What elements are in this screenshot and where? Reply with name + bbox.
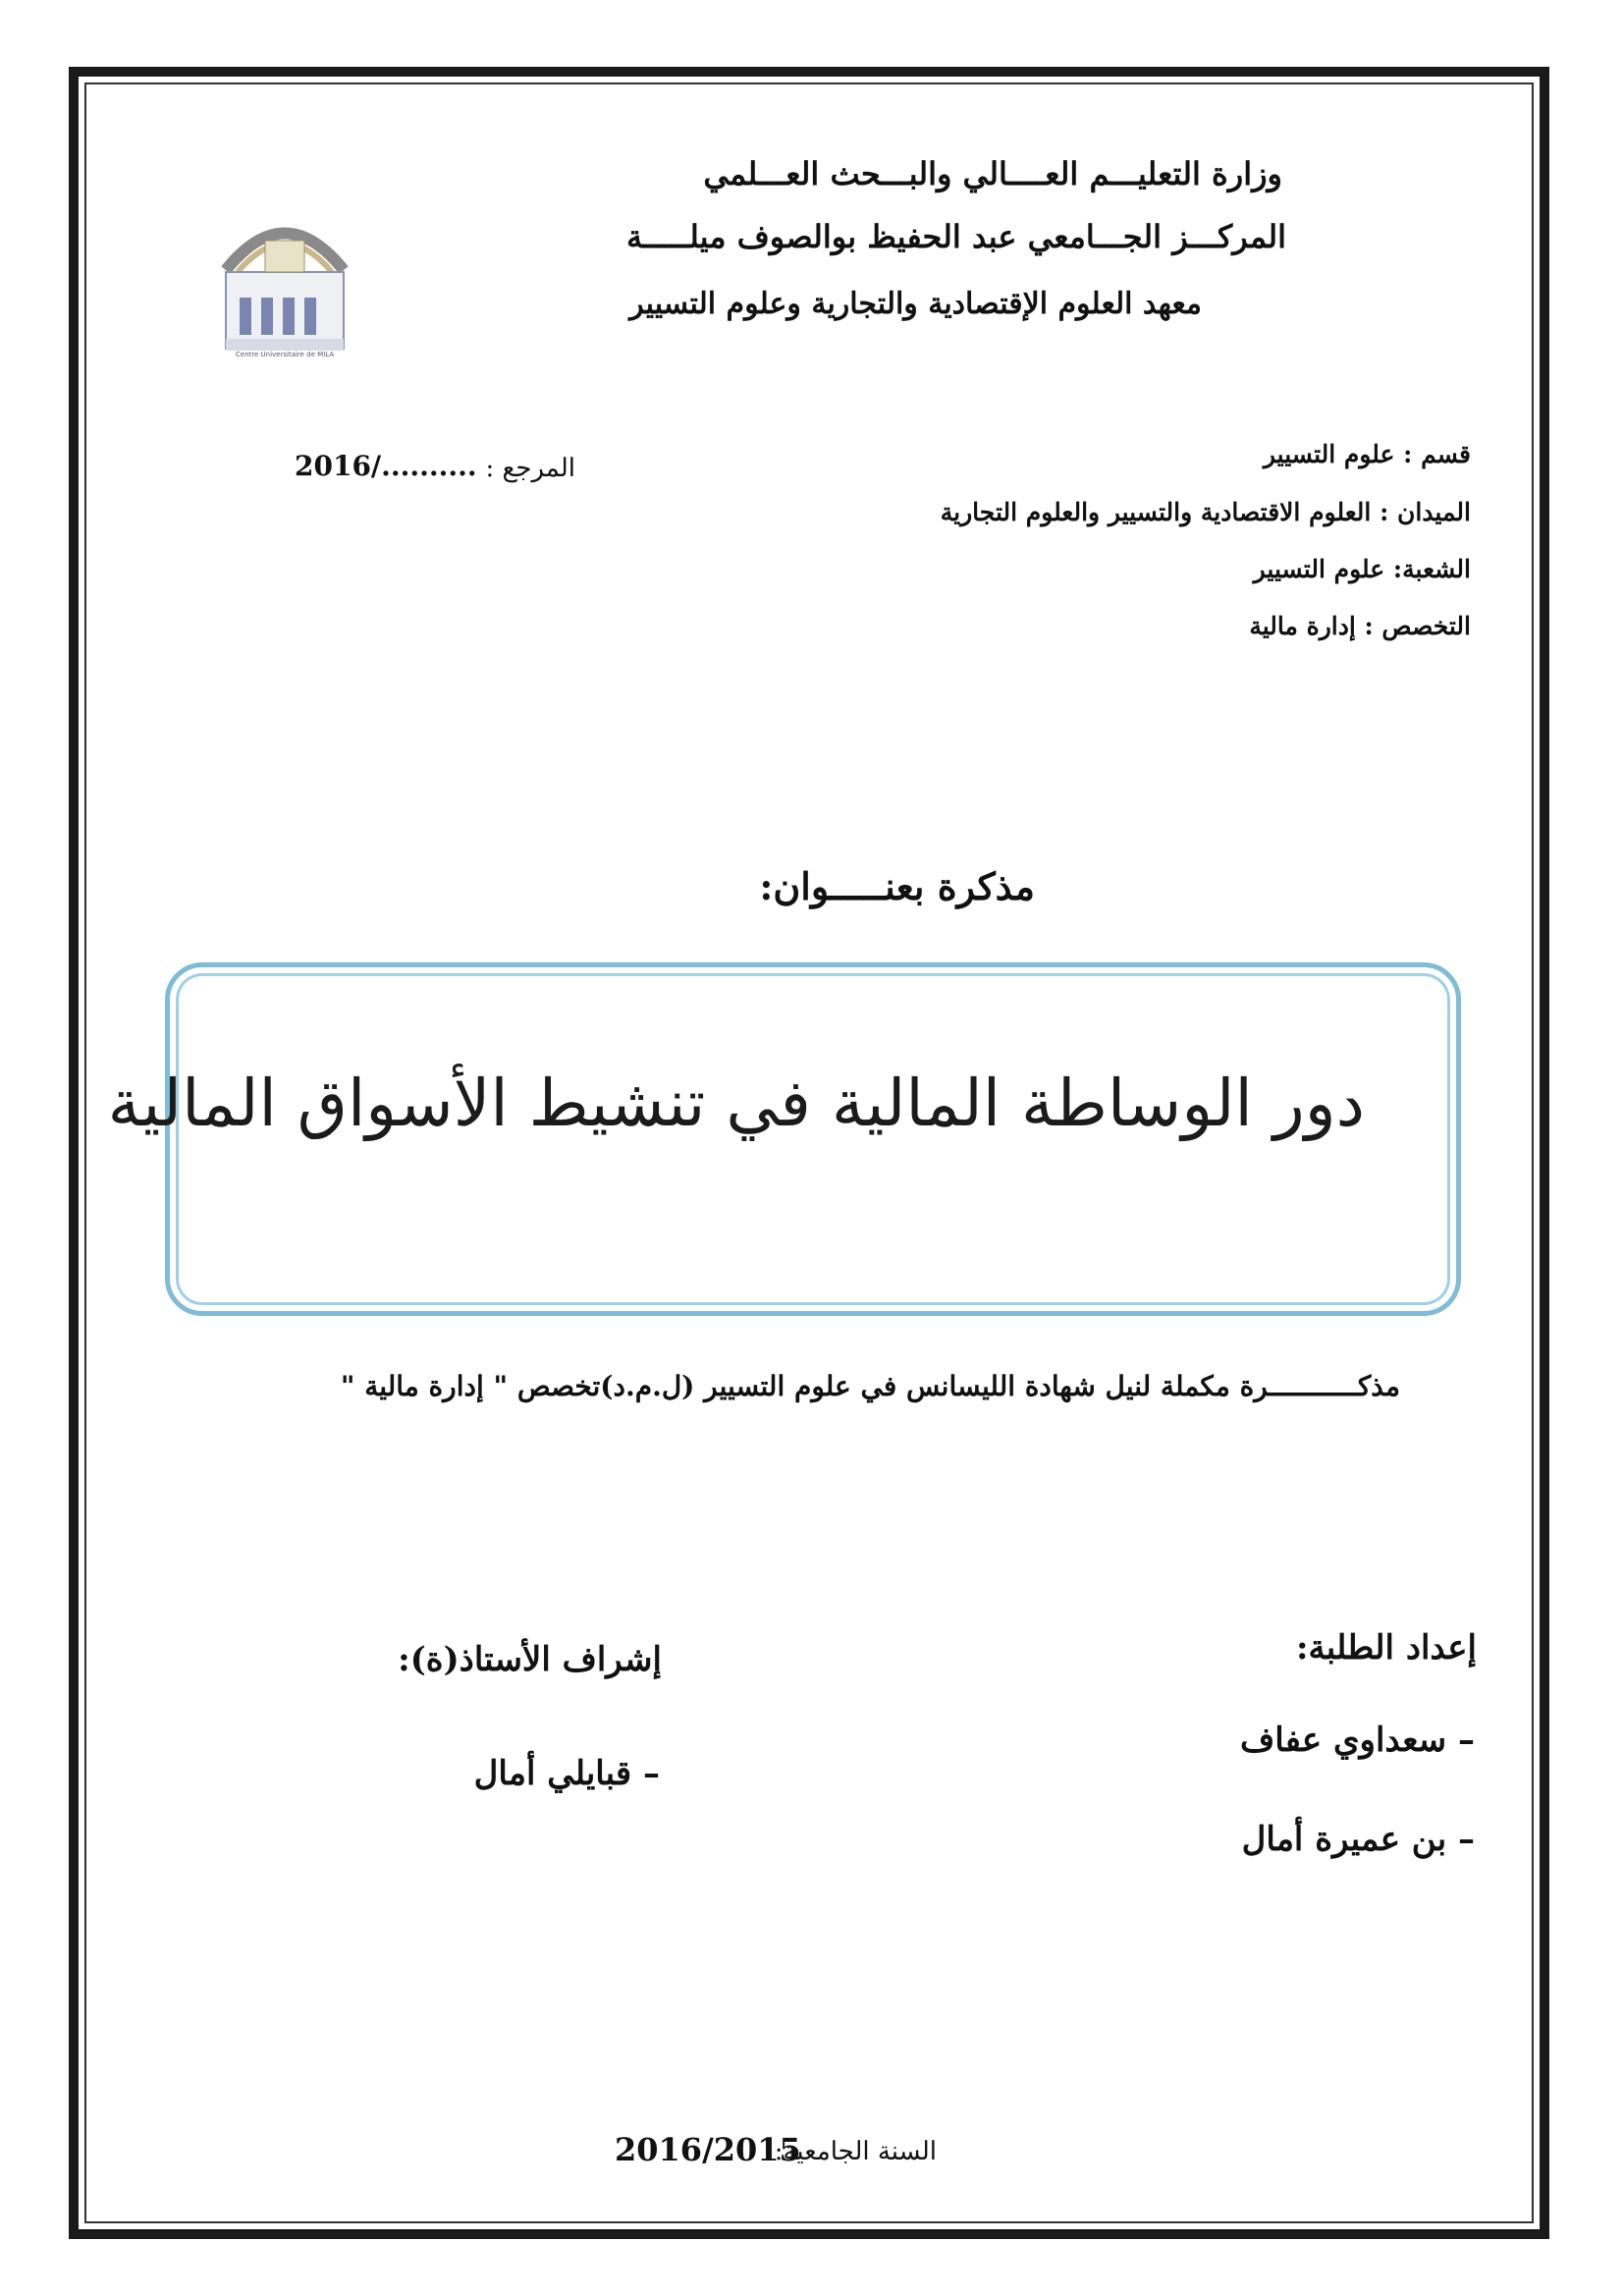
institute-name: معهد العلوم الإقتصادية والتجارية وعلوم التسيير	[629, 287, 1202, 321]
center-name: المركـــز الجـــامعي عبد الحفيظ بوالصوف ميلـــــة	[626, 218, 1286, 255]
branch-line: الشعبة: علوم التسيير	[1253, 555, 1471, 583]
supervisor-label: إشراف الأستاذ(ة):	[398, 1640, 662, 1679]
field-line: الميدان : العلوم الاقتصادية والتسيير والعلوم التجارية	[940, 498, 1471, 526]
reference-label: المرجع :	[485, 454, 575, 483]
student-name-1: – سعداوي عفاف	[1240, 1721, 1475, 1760]
university-logo	[206, 201, 363, 368]
thesis-title: دور الوساطة المالية في تنشيط الأسواق المالية	[107, 1066, 1365, 1141]
students-label: إعداد الطلبة:	[1296, 1628, 1477, 1667]
student-name-2: – بن عميرة أمال	[1241, 1820, 1475, 1859]
logo-caption: Centre Universitaire de MILA	[235, 351, 335, 358]
ministry-name: وزارة التعليـــم العــــالي والبـــحث العـــلمي	[703, 155, 1282, 192]
specialty-line: التخصص : إدارة مالية	[1249, 612, 1471, 640]
department-line: قسم : علوم التسيير	[1263, 440, 1471, 468]
memo-subtitle: مذكـــــــــــرة مكملة لنيل شهادة الليسانس في علوم التسيير (ل.م.د)تخصص " إدارة مالية "	[340, 1370, 1400, 1402]
university-logo-icon	[206, 201, 363, 368]
reference-value: 2016/..........	[295, 450, 477, 482]
memo-heading: مذكرة بعنـــــوان:	[759, 864, 1035, 908]
supervisor-name: – قبايلي أمال	[473, 1754, 660, 1793]
academic-year-label: السنة الجامعية:	[774, 2137, 937, 2166]
academic-year-value: 2016/2015	[615, 2131, 801, 2168]
